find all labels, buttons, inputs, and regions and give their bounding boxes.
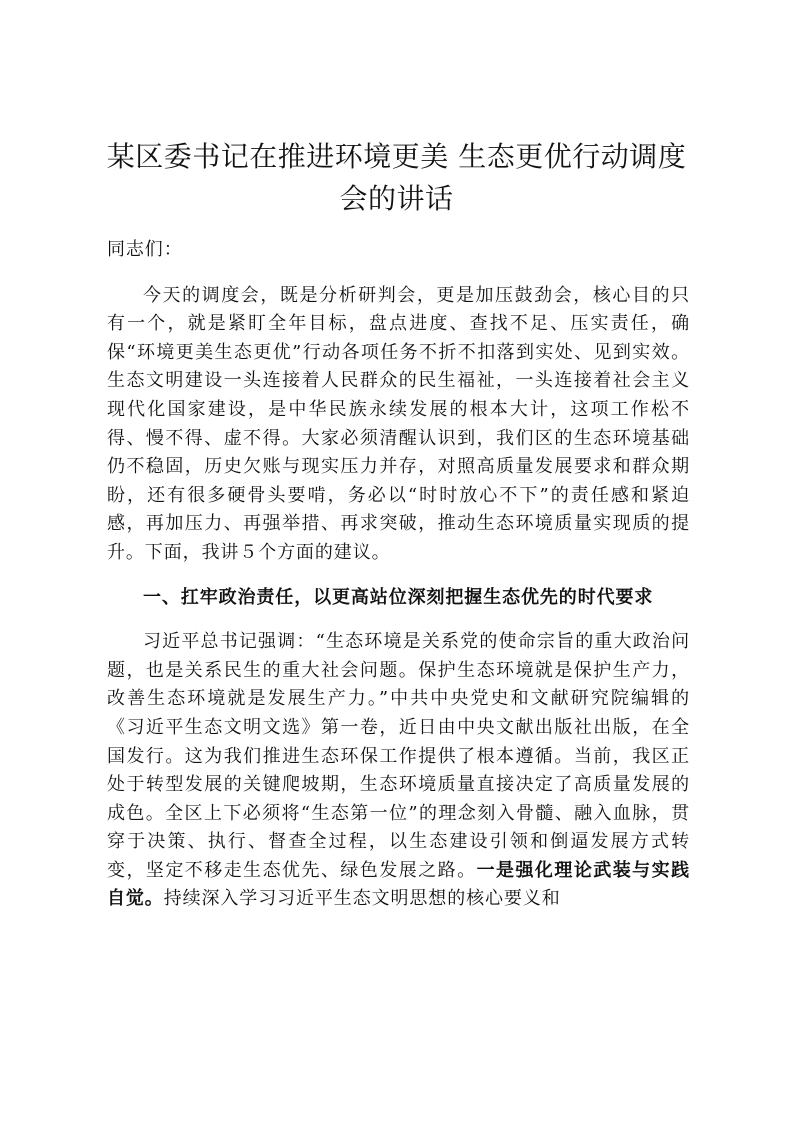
document-title: 某区委书记在推进环境更美 生态更优行动调度会的讲话	[106, 140, 687, 215]
paragraph-opening: 今天的调度会，既是分析研判会，更是加压鼓劲会，核心目的只有一个，就是紧盯全年目标，盘点进度、查找不足、压实责任，确保“环境更美生态更优”行动各项任务不折不扣落到实处、见到实效。生态文明建设一头连接着人民群众的民生福祉，一头连接着社会主义现代化国家建设，是中华民族永续发展的根本大计，这项工作松不得、慢不得、虚不得。大家必须清醒认识到，我们区的生态环境基础仍不稳固，历史欠账与现实压力并存，对照高质量发展要求和群众期盼，还有很多硬骨头要啃，务必以“时时放心不下”的责任感和紧迫感，再加压力、再强举措、再求突破，推动生态环境质量实现质的提升。下面，我讲５个方面的建议。	[107, 284, 690, 563]
paragraph-bold-lead: 一是强化理论武装与实践自觉。	[107, 859, 690, 910]
document-body	[107, 236, 690, 914]
section-heading-1: 一、扛牢政治责任，以更高站位深刻把握生态优先的时代要求	[143, 586, 654, 608]
salutation: 同志们：	[107, 239, 183, 260]
paragraph-section-1	[107, 628, 690, 914]
paragraph-text: 习近平总书记强调：“生态环境是关系党的使命宗旨的重大政治问题，也是关系民生的重大社会问题。保护生态环境就是保护生产力，改善生态环境就是发展生产力。”中共中央党史和文献研究院编辑的《习近平生态文明文选》第一卷，近日由中央文献出版社出版，在全国发行。这为我们推进生态环保工作提供了根本遵循。当前，我区正处于转型发展的关键爬坡期，生态环境质量直接决定了高质量发展的成色。全区上下必须将“生态第一位”的理念刻入骨髓、融入血脉，贯穿于决策、执行、督查全过程，以生态建设引领和倒逼发展方式转变，坚定不移走生态优先、绿色发展之路。	[107, 631, 690, 881]
paragraph-text-continued: 持续深入学习习近平生态文明思想的核心要义和	[163, 888, 561, 910]
